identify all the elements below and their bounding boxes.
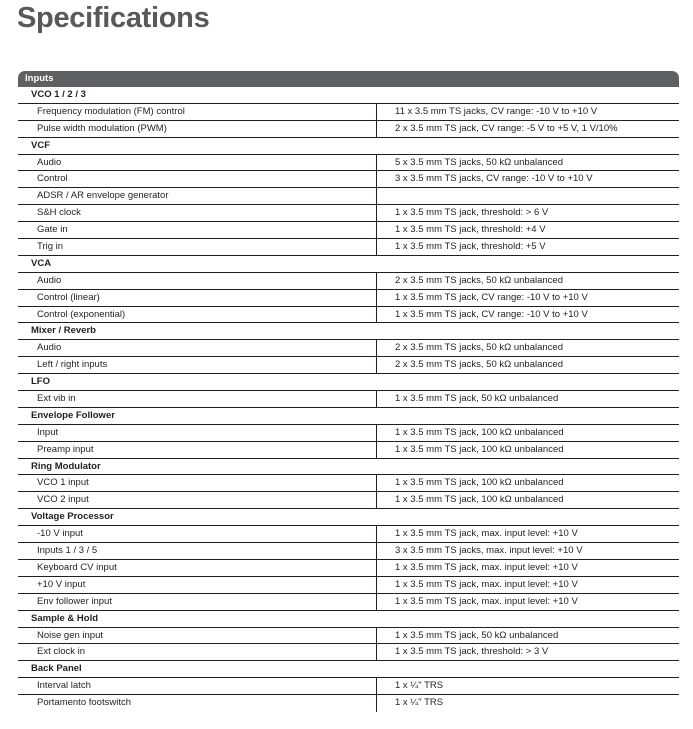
spec-row — [18, 391, 679, 408]
spec-row — [18, 171, 679, 188]
column-divider — [376, 526, 377, 542]
spec-value: 1 x ¼" TRS — [395, 680, 444, 692]
spec-label: ADSR / AR envelope generator — [37, 190, 169, 202]
spec-label: Ext vib in — [37, 393, 76, 405]
spec-label: Control (exponential) — [37, 308, 126, 320]
spec-group-heading — [18, 611, 679, 628]
group-label: Ring Modulator — [31, 460, 101, 472]
column-divider — [376, 442, 377, 458]
spec-label: Trig in — [37, 241, 64, 253]
column-divider — [376, 307, 377, 323]
spec-row — [18, 290, 679, 307]
column-divider — [376, 357, 377, 373]
spec-group-heading — [18, 459, 679, 476]
spec-label: S&H clock — [37, 207, 81, 219]
spec-group-heading — [18, 509, 679, 526]
spec-row — [18, 205, 679, 222]
group-label: Back Panel — [31, 663, 82, 675]
group-label: LFO — [31, 376, 50, 388]
spec-row — [18, 104, 679, 121]
column-divider — [376, 492, 377, 508]
spec-row — [18, 155, 679, 172]
spec-row — [18, 340, 679, 357]
spec-row — [18, 475, 679, 492]
spec-value: 1 x ¼" TRS — [395, 697, 444, 709]
column-divider — [376, 155, 377, 171]
column-divider — [376, 678, 377, 694]
column-divider — [376, 695, 377, 712]
column-divider — [376, 239, 377, 255]
spec-label: Audio — [37, 274, 62, 286]
spec-value: 1 x 3.5 mm TS jack, threshold: > 3 V — [395, 646, 549, 658]
group-label: Mixer / Reverb — [31, 325, 96, 337]
column-divider — [376, 104, 377, 120]
spec-row — [18, 357, 679, 374]
spec-label: Env follower input — [37, 595, 112, 607]
spec-label: VCO 1 input — [37, 477, 89, 489]
spec-label: Ext clock in — [37, 646, 86, 658]
spec-label: Left / right inputs — [37, 359, 108, 371]
spec-row — [18, 594, 679, 611]
spec-row — [18, 526, 679, 543]
spec-row — [18, 543, 679, 560]
column-divider — [376, 644, 377, 660]
spec-row — [18, 678, 679, 695]
column-divider — [376, 222, 377, 238]
spec-label: Control — [37, 173, 68, 185]
column-divider — [376, 290, 377, 306]
spec-label: Noise gen input — [37, 629, 104, 641]
spec-label: Portamento footswitch — [37, 697, 131, 709]
spec-value: 1 x 3.5 mm TS jack, 100 kΩ unbalanced — [395, 477, 564, 489]
spec-row — [18, 442, 679, 459]
spec-value: 1 x 3.5 mm TS jack, threshold: +5 V — [395, 241, 546, 253]
spec-row — [18, 492, 679, 509]
spec-value: 2 x 3.5 mm TS jack, CV range: -5 V to +5 V, 1 V/10% — [395, 122, 618, 134]
spec-row — [18, 644, 679, 661]
spec-label: Control (linear) — [37, 291, 100, 303]
spec-row — [18, 188, 679, 205]
spec-value: 3 x 3.5 mm TS jacks, CV range: -10 V to +10 V — [395, 173, 593, 185]
spec-value: 1 x 3.5 mm TS jack, 100 kΩ unbalanced — [395, 443, 564, 455]
spec-group-heading — [18, 323, 679, 340]
column-divider — [376, 475, 377, 491]
spec-label: Pulse width modulation (PWM) — [37, 122, 167, 134]
spec-label: Audio — [37, 342, 62, 354]
spec-value: 1 x 3.5 mm TS jack, max. input level: +10 V — [395, 528, 578, 540]
spec-group-heading — [18, 256, 679, 273]
page-title: Specifications — [17, 2, 210, 34]
spec-label: Input — [37, 426, 59, 438]
group-label: Envelope Follower — [31, 409, 115, 421]
section-title: Inputs — [25, 73, 54, 84]
spec-label: VCO 2 input — [37, 494, 89, 506]
column-divider — [376, 391, 377, 407]
spec-value: 1 x 3.5 mm TS jack, CV range: -10 V to +10 V — [395, 291, 588, 303]
column-divider — [376, 205, 377, 221]
column-divider — [376, 121, 377, 137]
spec-row — [18, 695, 679, 712]
spec-value: 1 x 3.5 mm TS jack, 100 kΩ unbalanced — [395, 494, 564, 506]
spec-row — [18, 121, 679, 138]
spec-label: Inputs 1 / 3 / 5 — [37, 545, 98, 557]
spec-value: 1 x 3.5 mm TS jack, CV range: -10 V to +10 V — [395, 308, 588, 320]
spec-group-heading — [18, 138, 679, 155]
group-label: Voltage Processor — [31, 511, 114, 523]
spec-row — [18, 222, 679, 239]
spec-table — [18, 87, 679, 712]
spec-label: Preamp input — [37, 443, 94, 455]
spec-value: 3 x 3.5 mm TS jacks, max. input level: +10 V — [395, 545, 583, 557]
spec-value: 1 x 3.5 mm TS jack, max. input level: +10 V — [395, 595, 578, 607]
spec-label: -10 V input — [37, 528, 83, 540]
group-label: VCO 1 / 2 / 3 — [31, 89, 86, 100]
group-label: VCA — [31, 257, 52, 269]
spec-value: 2 x 3.5 mm TS jacks, 50 kΩ unbalanced — [395, 359, 563, 371]
spec-value: 1 x 3.5 mm TS jack, max. input level: +10 V — [395, 561, 578, 573]
spec-group-heading — [18, 374, 679, 391]
spec-row — [18, 239, 679, 256]
column-divider — [376, 171, 377, 187]
section-header-inputs — [18, 71, 679, 87]
spec-value: 1 x 3.5 mm TS jack, 100 kΩ unbalanced — [395, 426, 564, 438]
column-divider — [376, 628, 377, 644]
column-divider — [376, 425, 377, 441]
spec-value: 11 x 3.5 mm TS jacks, CV range: -10 V to +10 V — [395, 105, 598, 117]
spec-row — [18, 577, 679, 594]
column-divider — [376, 340, 377, 356]
spec-value: 5 x 3.5 mm TS jacks, 50 kΩ unbalanced — [395, 156, 563, 168]
spec-group-heading — [18, 408, 679, 425]
column-divider — [376, 188, 377, 204]
spec-row — [18, 307, 679, 324]
spec-row — [18, 560, 679, 577]
spec-label: Interval latch — [37, 680, 91, 692]
column-divider — [376, 273, 377, 289]
spec-label: Frequency modulation (FM) control — [37, 105, 185, 117]
spec-label: Gate in — [37, 224, 68, 236]
spec-value: 2 x 3.5 mm TS jacks, 50 kΩ unbalanced — [395, 274, 563, 286]
group-label: VCF — [31, 139, 50, 151]
spec-label: Audio — [37, 156, 62, 168]
spec-label: +10 V input — [37, 578, 86, 590]
spec-group-heading — [18, 87, 679, 104]
spec-value: 1 x 3.5 mm TS jack, max. input level: +10 V — [395, 578, 578, 590]
spec-value: 1 x 3.5 mm TS jack, 50 kΩ unbalanced — [395, 629, 559, 641]
spec-value: 2 x 3.5 mm TS jacks, 50 kΩ unbalanced — [395, 342, 563, 354]
spec-group-heading — [18, 661, 679, 678]
column-divider — [376, 560, 377, 576]
spec-value: 1 x 3.5 mm TS jack, threshold: > 6 V — [395, 207, 549, 219]
spec-row — [18, 273, 679, 290]
spec-value: 1 x 3.5 mm TS jack, 50 kΩ unbalanced — [395, 393, 559, 405]
column-divider — [376, 543, 377, 559]
column-divider — [376, 594, 377, 610]
spec-row — [18, 628, 679, 645]
spec-label: Keyboard CV input — [37, 561, 117, 573]
spec-value: 1 x 3.5 mm TS jack, threshold: +4 V — [395, 224, 546, 236]
column-divider — [376, 577, 377, 593]
spec-row — [18, 425, 679, 442]
group-label: Sample & Hold — [31, 612, 99, 624]
